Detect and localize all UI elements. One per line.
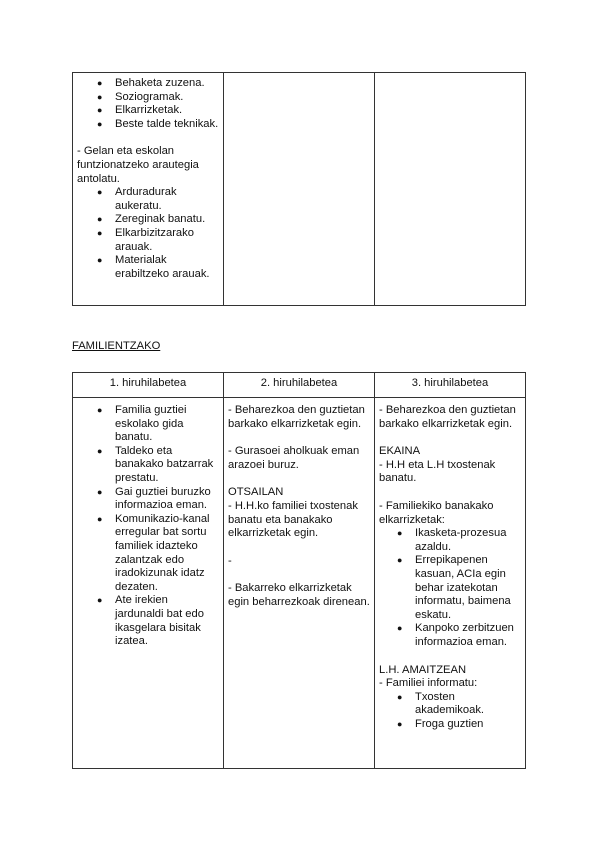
top-table-col1 xyxy=(73,73,224,306)
list-item: ● Ate irekien jardunaldi bat edo ikasgelara bisitak izatea. xyxy=(115,594,219,648)
term-3-cell xyxy=(375,398,526,769)
text-block: - Beharezkoa den guztietan barkako elkarrizketak egin. xyxy=(228,404,365,430)
list-item: ● Ikasketa-prozesua azaldu. xyxy=(415,527,521,554)
families-table xyxy=(72,372,526,769)
text-block: - H.H.ko familiei txostenak banatu eta banakako elkarrizketak egin. xyxy=(228,499,358,540)
list-item: ● Arduradurak aukeratu. xyxy=(115,186,219,213)
text-block: - Familiei informatu: xyxy=(379,677,478,690)
inform-list xyxy=(379,691,521,732)
text-block: - H.H eta L.H txostenak banatu. xyxy=(379,458,496,485)
list-item: ● Errepikapenen kasuan, ACIa egin behar izatekotan informatu, baimena eskatu. xyxy=(415,554,521,622)
rules-list xyxy=(77,186,219,281)
month-heading: OTSAILAN xyxy=(228,486,284,499)
list-item: ● Elkarbizitzarako arauak. xyxy=(115,227,219,254)
term-1-cell xyxy=(73,398,224,769)
observation-list xyxy=(77,77,219,131)
list-item: ● Gai guztiei buruzko informazioa eman. xyxy=(115,486,219,513)
list-item: ● Taldeko eta banakako batzarrak prestatu. xyxy=(115,445,219,486)
header-term-3: 3. hiruhilabetea xyxy=(375,373,526,398)
list-item: ● Zereginak banatu. xyxy=(115,213,219,227)
list-item: ● Soziogramak. xyxy=(115,91,219,105)
text-block: - xyxy=(228,554,232,567)
list-item: ● Behaketa zuzena. xyxy=(115,77,219,91)
header-term-2: 2. hiruhilabetea xyxy=(224,373,375,398)
text-block: - Beharezkoa den guztietan barkako elkarrizketak egin. xyxy=(379,404,516,430)
list-item: ● Komunikazio-kanal erregular bat sortu familiek idazteko zalantzak edo iradokizunak idatz dezaten. xyxy=(115,513,219,595)
text-block: - Gurasoei aholkuak eman arazoei buruz. xyxy=(228,445,360,471)
term-2-cell xyxy=(224,398,375,769)
month-heading: L.H. AMAITZEAN xyxy=(379,663,467,676)
interview-list xyxy=(379,527,521,649)
list-item: ● Materialak erabiltzeko arauak. xyxy=(115,254,219,281)
list-item: ● Txosten akademikoak. xyxy=(415,691,521,718)
list-item: ● Familia guztiei eskolako gida banatu. xyxy=(115,404,219,445)
list-item: ● Beste talde teknikak. xyxy=(115,118,219,132)
header-term-1: 1. hiruhilabetea xyxy=(73,373,224,398)
text-block: - Familiekiko banakako elkarrizketak: xyxy=(379,499,494,526)
rules-paragraph: - Gelan eta eskolan funtzionatzeko arautegia antolatu. xyxy=(77,145,199,185)
list-item: ● Froga guztien xyxy=(415,718,521,732)
text-block: - Bakarreko elkarrizketak egin beharrezkoak direnean. xyxy=(228,582,370,608)
term-1-list xyxy=(77,404,219,649)
month-heading: EKAINA xyxy=(379,445,421,458)
top-table xyxy=(72,72,526,306)
section-title: FAMILIENTZAKO xyxy=(72,340,161,352)
top-table-col2 xyxy=(224,73,375,306)
top-table-col3 xyxy=(375,73,526,306)
list-item: ● Elkarrizketak. xyxy=(115,104,219,118)
list-item: ● Kanpoko zerbitzuen informazioa eman. xyxy=(415,622,521,649)
